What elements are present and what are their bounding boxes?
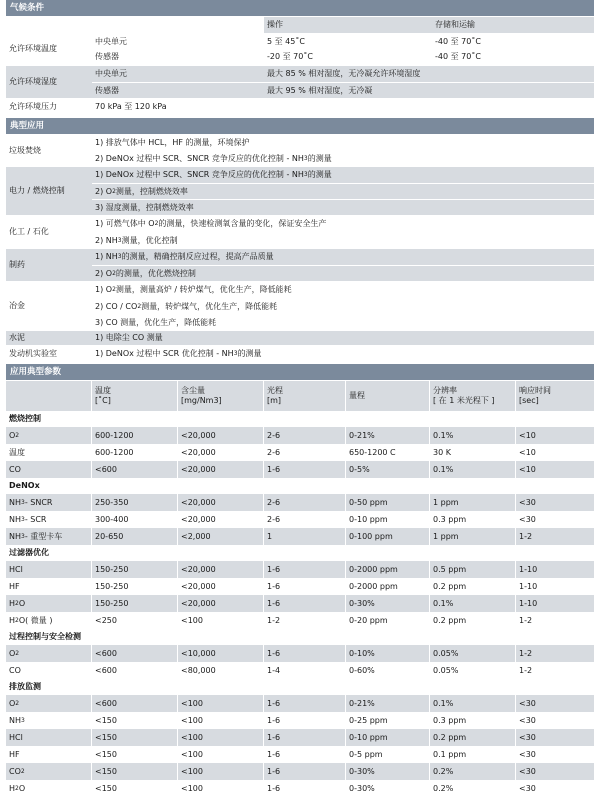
table-cell: 1-6: [264, 561, 346, 578]
table-cell: <20,000: [178, 578, 264, 595]
humidity-block: [6, 66, 594, 98]
table-cell: <20,000: [178, 595, 264, 612]
application-group: [6, 346, 594, 362]
table-cell: <20,000: [178, 561, 264, 578]
table-cell: <100: [178, 612, 264, 629]
table-cell: 0-5%: [346, 461, 430, 478]
application-group: [6, 167, 594, 215]
table-row: 中央单元 5 至 45˚C -40 至 70˚C: [92, 33, 594, 49]
table-cell: <30: [519, 497, 536, 507]
table-cell: <30: [519, 514, 536, 524]
table-cell: 20-650: [92, 528, 178, 545]
table-row: [6, 528, 594, 545]
table-cell: 1-10: [519, 598, 538, 608]
applications-list: [6, 135, 594, 362]
table-row: [6, 712, 594, 729]
table-cell: 2-6: [264, 444, 346, 461]
table-cell: HCl: [6, 729, 92, 746]
application-item: 1) DeNOx 过程中 SCR 优化控制 - NH 3 的测量: [95, 349, 262, 358]
table-cell: 1 ppm: [430, 494, 516, 511]
table-cell: 1-6: [264, 746, 346, 763]
table-cell: <30: [519, 698, 536, 708]
header-path: 光程 [m]: [264, 381, 346, 411]
table-cell: 1-2: [519, 615, 533, 625]
table-cell: 300-400: [92, 511, 178, 528]
table-cell: 0.05%: [430, 645, 516, 662]
table-cell: 1-6: [264, 461, 346, 478]
table-cell: 1-2: [519, 665, 533, 675]
table-row: [6, 780, 594, 797]
table-cell: H 2 O( 微量 ): [6, 612, 92, 629]
application-group: [6, 282, 594, 330]
parameter-group-title: 过程控制与安全检测: [6, 629, 594, 645]
table-row: 传感器 最大 95 % 相对湿度，无冷凝: [92, 82, 594, 98]
table-cell: 600-1200: [92, 444, 178, 461]
table-cell: <30: [519, 749, 536, 759]
application-item: 1) 电除尘 CO 测量: [95, 333, 163, 342]
table-cell: 0.2 ppm: [430, 729, 516, 746]
table-cell: <30: [519, 766, 536, 776]
table-cell: 0-10%: [346, 645, 430, 662]
parameters-section: [6, 364, 594, 797]
table-cell: 0-100 ppm: [346, 528, 430, 545]
table-cell: 1-2: [519, 648, 533, 658]
application-group: [6, 216, 594, 248]
table-cell: O 2: [6, 427, 92, 444]
table-row: [6, 763, 594, 780]
table-cell: NH 3: [6, 712, 92, 729]
application-label: 制药: [9, 260, 25, 269]
table-cell: H 2 O: [6, 595, 92, 612]
table-cell: 0-5 ppm: [346, 746, 430, 763]
table-cell: <100: [178, 695, 264, 712]
table-cell: 1-6: [264, 712, 346, 729]
table-cell: 0.2%: [430, 780, 516, 797]
table-row: [6, 612, 594, 629]
table-cell: <150: [92, 729, 178, 746]
table-cell: <10: [519, 447, 536, 457]
table-row: [6, 427, 594, 444]
table-cell: 0.3 ppm: [430, 712, 516, 729]
table-row: [6, 746, 594, 763]
table-cell: 1-2: [519, 531, 533, 541]
table-row: 中央单元 最大 85 % 相对湿度，无冷凝允许环境湿度: [95, 69, 421, 78]
table-row: [6, 511, 594, 528]
table-row: [6, 695, 594, 712]
table-cell: 0.1%: [430, 461, 516, 478]
temperature-label: 允许环境温度: [6, 33, 92, 65]
application-item: 2) O 2 测量，控制燃烧效率: [92, 183, 594, 199]
application-item: 1) 可燃气体中 O 2 的测量，快速检测氧含量的变化，保证安全生产: [95, 219, 327, 228]
table-cell: NH 3 - SNCR: [6, 494, 92, 511]
table-cell: <100: [178, 712, 264, 729]
table-cell: 0.2 ppm: [430, 612, 516, 629]
table-cell: 1-6: [264, 729, 346, 746]
table-cell: <150: [92, 780, 178, 797]
table-cell: CO: [6, 662, 92, 679]
climate-section-title: 气候条件: [6, 0, 594, 16]
table-cell: 1-2: [264, 612, 346, 629]
table-cell: <150: [92, 763, 178, 780]
table-cell: 0-2000 ppm: [346, 578, 430, 595]
pressure-value: 70 kPa 至 120 kPa: [95, 102, 167, 111]
parameters-table: [6, 411, 594, 797]
table-cell: 150-250: [92, 561, 178, 578]
table-cell: 0.1%: [430, 595, 516, 612]
table-row: [6, 444, 594, 461]
table-cell: NH 3 - 重型卡车: [6, 528, 92, 545]
application-item: 2) O 2 的测量，优化燃烧控制: [92, 265, 594, 281]
table-cell: 0.2 ppm: [430, 578, 516, 595]
table-cell: 600-1200: [92, 427, 178, 444]
table-row: [6, 461, 594, 478]
table-cell: 30 K: [430, 444, 516, 461]
table-cell: <20,000: [178, 494, 264, 511]
table-cell: 0.1%: [430, 695, 516, 712]
table-cell: <600: [92, 645, 178, 662]
application-label: 水泥: [9, 333, 25, 342]
table-cell: 0-30%: [346, 780, 430, 797]
table-cell: NH 3 - SCR: [6, 511, 92, 528]
table-cell: <30: [519, 732, 536, 742]
parameters-header-row: [6, 381, 594, 411]
application-item: 1) 排放气体中 HCL，HF 的测量，环境保护: [95, 137, 250, 147]
table-cell: 0-21%: [346, 427, 430, 444]
table-cell: HF: [6, 746, 92, 763]
table-cell: <100: [178, 763, 264, 780]
table-cell: 0.3 ppm: [430, 511, 516, 528]
table-cell: 0-50 ppm: [346, 494, 430, 511]
humidity-label: 允许环境湿度: [9, 77, 57, 86]
table-cell: <250: [92, 612, 178, 629]
table-cell: 1-6: [264, 763, 346, 780]
table-row: [6, 578, 594, 595]
table-row: [6, 494, 594, 511]
table-cell: CO 2: [6, 763, 92, 780]
parameters-section-title: 应用典型参数: [6, 364, 594, 380]
table-cell: <20,000: [178, 427, 264, 444]
climate-header-row: [6, 17, 594, 33]
temperature-block: [6, 33, 594, 65]
application-group: [6, 331, 594, 345]
table-cell: 150-250: [92, 595, 178, 612]
table-cell: 0-21%: [346, 695, 430, 712]
table-cell: 250-350: [92, 494, 178, 511]
header-resolution: 分辨率 [ 在 1 米光程下 ]: [430, 381, 516, 411]
header-temperature: 温度 [˚C]: [92, 381, 178, 411]
table-cell: 1-6: [264, 578, 346, 595]
application-label: 冶金: [9, 301, 25, 310]
table-cell: <20,000: [178, 511, 264, 528]
table-cell: 1-10: [519, 581, 538, 591]
table-cell: <30: [519, 783, 536, 793]
table-cell: <20,000: [178, 461, 264, 478]
application-item: 1) NH 3 的测量，精确控制反应过程，提高产品质量: [95, 252, 274, 261]
application-label: 发动机实验室: [9, 349, 57, 358]
table-cell: CO: [6, 461, 92, 478]
table-cell: 1: [264, 528, 346, 545]
application-item: 3) 湿度测量，控制燃烧效率: [92, 199, 594, 215]
parameter-group-title: 排放监测: [6, 679, 594, 695]
table-cell: 0-20 ppm: [346, 612, 430, 629]
application-label: 垃圾焚烧: [9, 145, 41, 155]
table-row: 传感器 -20 至 70˚C -40 至 70˚C: [92, 49, 594, 65]
table-cell: <10,000: [178, 645, 264, 662]
table-cell: 0.05%: [430, 662, 516, 679]
header-dust: 含尘量 [mg/Nm3]: [178, 381, 264, 411]
table-cell: 1-6: [264, 695, 346, 712]
header-response: 响应时间 [sec]: [519, 386, 551, 405]
table-cell: 1-6: [264, 645, 346, 662]
col-storage: 存储和运输: [432, 17, 594, 33]
table-cell: HF: [6, 578, 92, 595]
table-cell: 0-30%: [346, 763, 430, 780]
table-row: [6, 645, 594, 662]
application-item: 2) NH 3 测量，优化控制: [92, 232, 594, 248]
table-cell: 2-6: [264, 494, 346, 511]
table-cell: <150: [92, 746, 178, 763]
table-cell: 0-2000 ppm: [346, 561, 430, 578]
parameter-group-title: DeNOx: [6, 478, 594, 494]
table-cell: 1 ppm: [430, 528, 516, 545]
table-row: [6, 561, 594, 578]
application-item: 3) CO 测量，优化生产，降低能耗: [92, 314, 594, 330]
table-row: [6, 662, 594, 679]
table-cell: <100: [178, 780, 264, 797]
pressure-row: [6, 98, 594, 116]
table-cell: 0-10 ppm: [346, 729, 430, 746]
application-item: 1) O 2 测量，测量高炉 / 转炉煤气，优化生产，降低能耗: [95, 285, 292, 294]
table-cell: HCl: [6, 561, 92, 578]
col-operating: 操作: [264, 17, 432, 33]
table-cell: 1-6: [264, 780, 346, 797]
table-cell: <10: [519, 464, 536, 474]
table-cell: 0-60%: [346, 662, 430, 679]
application-group: [6, 249, 594, 281]
parameter-group-title: 过滤器优化: [6, 545, 594, 561]
pressure-label: 允许环境压力: [9, 102, 57, 111]
table-row: [6, 729, 594, 746]
table-row: [6, 595, 594, 612]
table-cell: <80,000: [178, 662, 264, 679]
table-cell: <30: [519, 715, 536, 725]
climate-section: [6, 0, 594, 116]
table-cell: <600: [92, 662, 178, 679]
application-item: 2) DeNOx 过程中 SCR、SNCR 竞争反应的优化控制 - NH 3 的测量: [92, 150, 594, 166]
table-cell: <150: [92, 712, 178, 729]
table-cell: 2-6: [264, 427, 346, 444]
table-cell: <2,000: [178, 528, 264, 545]
table-cell: 1-10: [519, 564, 538, 574]
table-cell: <600: [92, 461, 178, 478]
table-cell: 0.1 ppm: [430, 746, 516, 763]
application-label: 化工 / 石化: [9, 227, 49, 236]
application-item: 2) CO / CO 2 测量，转炉煤气，优化生产，降低能耗: [92, 298, 594, 314]
table-cell: 0.1%: [430, 427, 516, 444]
application-group: [6, 135, 594, 166]
header-range: 量程: [346, 381, 430, 411]
application-item: 1) DeNOx 过程中 SCR、SNCR 竞争反应的优化控制 - NH 3 的测量: [95, 170, 332, 179]
table-cell: H 2 O: [6, 780, 92, 797]
table-cell: <100: [178, 746, 264, 763]
application-label: 电力 / 燃烧控制: [9, 186, 65, 195]
table-cell: 温度: [6, 444, 92, 461]
table-cell: <20,000: [178, 444, 264, 461]
table-cell: 0.5 ppm: [430, 561, 516, 578]
table-cell: 0-25 ppm: [346, 712, 430, 729]
table-cell: 0-30%: [346, 595, 430, 612]
applications-section: [6, 118, 594, 362]
applications-section-title: 典型应用: [6, 118, 594, 134]
table-cell: 1-6: [264, 595, 346, 612]
table-cell: <10: [519, 430, 536, 440]
table-cell: 0-10 ppm: [346, 511, 430, 528]
table-cell: O 2: [6, 645, 92, 662]
table-cell: 1-4: [264, 662, 346, 679]
table-cell: <100: [178, 729, 264, 746]
table-cell: 150-250: [92, 578, 178, 595]
table-cell: 2-6: [264, 511, 346, 528]
table-cell: O 2: [6, 695, 92, 712]
table-cell: 650-1200 C: [346, 444, 430, 461]
parameter-group-title: 燃烧控制: [6, 411, 594, 427]
table-cell: <600: [92, 695, 178, 712]
table-cell: 0.2%: [430, 763, 516, 780]
